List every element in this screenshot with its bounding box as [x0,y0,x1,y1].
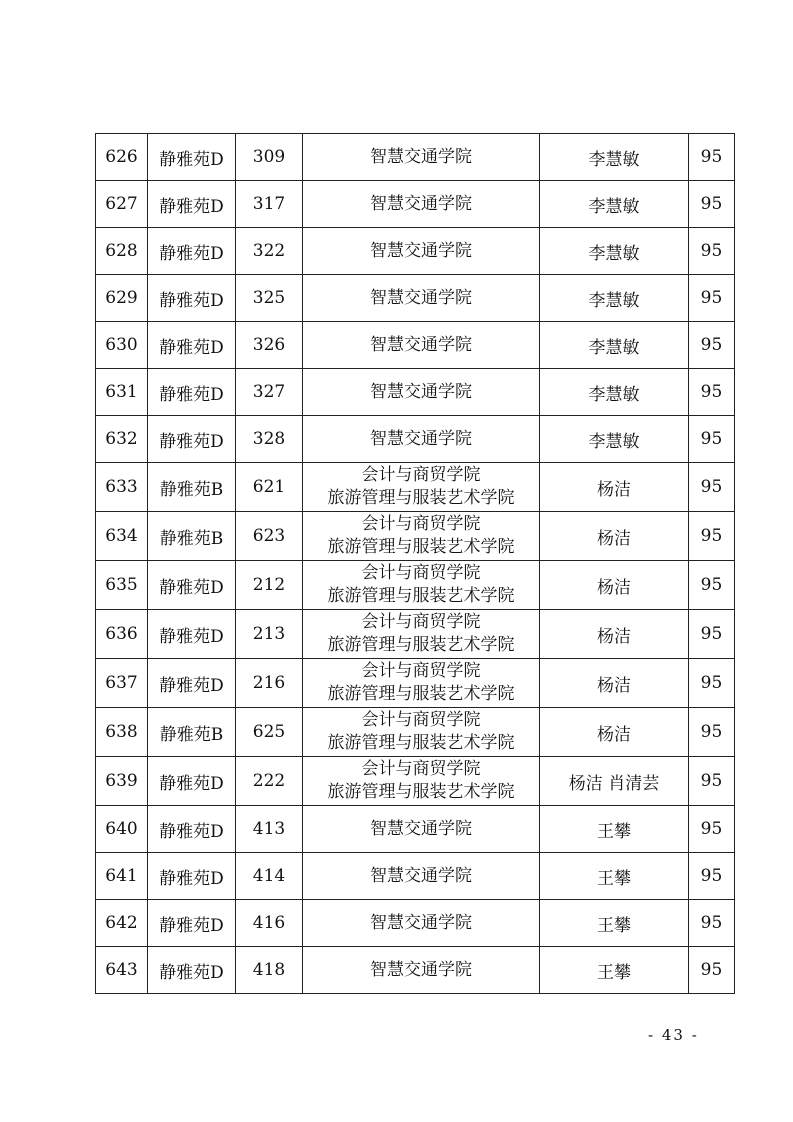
score-cell: 95 [689,659,735,708]
building-cell: 静雅苑B [148,708,236,757]
building-cell: 静雅苑D [148,134,236,181]
building-cell: 静雅苑D [148,659,236,708]
room-cell: 621 [236,463,303,512]
row-number-cell: 633 [96,463,148,512]
college-name-line: 旅游管理与服装艺术学院 [327,537,515,557]
dormitory-score-table [95,133,735,994]
college-name-line: 旅游管理与服装艺术学院 [327,733,515,753]
college-cell [303,463,540,512]
row-number-cell: 642 [96,900,148,947]
staff-cell: 王攀 [540,900,689,947]
score-cell: 95 [689,947,735,994]
college-cell [303,181,540,228]
staff-cell: 杨洁 [540,561,689,610]
building-cell: 静雅苑D [148,561,236,610]
table-row [96,275,735,322]
table-row [96,708,735,757]
college-cell [303,512,540,561]
score-cell: 95 [689,228,735,275]
table-body [96,134,735,994]
room-cell: 212 [236,561,303,610]
room-cell: 328 [236,416,303,463]
score-cell: 95 [689,708,735,757]
score-cell: 95 [689,900,735,947]
building-cell: 静雅苑D [148,228,236,275]
building-cell: 静雅苑D [148,369,236,416]
row-number-cell: 640 [96,806,148,853]
college-name-line: 会计与商贸学院 [361,563,481,583]
college-cell [303,369,540,416]
staff-cell: 李慧敏 [540,416,689,463]
college-name-line: 旅游管理与服装艺术学院 [327,684,515,704]
staff-cell: 杨洁 [540,463,689,512]
score-cell: 95 [689,416,735,463]
college-name-line: 智慧交通学院 [370,912,472,933]
score-cell: 95 [689,322,735,369]
building-cell: 静雅苑B [148,463,236,512]
building-cell: 静雅苑D [148,947,236,994]
row-number-cell: 629 [96,275,148,322]
college-name-line: 智慧交通学院 [370,381,472,402]
room-cell: 322 [236,228,303,275]
row-number-cell: 638 [96,708,148,757]
staff-cell: 李慧敏 [540,369,689,416]
score-cell: 95 [689,369,735,416]
room-cell: 213 [236,610,303,659]
staff-cell: 李慧敏 [540,181,689,228]
staff-cell: 李慧敏 [540,322,689,369]
college-name-line: 会计与商贸学院 [361,465,481,485]
staff-cell: 王攀 [540,947,689,994]
college-name-line: 会计与商贸学院 [361,661,481,681]
score-cell: 95 [689,757,735,806]
room-cell: 309 [236,134,303,181]
room-cell: 327 [236,369,303,416]
college-cell [303,561,540,610]
college-name-line: 旅游管理与服装艺术学院 [327,488,515,508]
building-cell: 静雅苑D [148,322,236,369]
college-name-line: 智慧交通学院 [370,146,472,167]
college-cell [303,900,540,947]
staff-cell: 王攀 [540,806,689,853]
college-name-line: 会计与商贸学院 [361,612,481,632]
row-number-cell: 634 [96,512,148,561]
row-number-cell: 628 [96,228,148,275]
college-cell [303,228,540,275]
college-cell [303,275,540,322]
row-number-cell: 631 [96,369,148,416]
score-cell: 95 [689,806,735,853]
college-cell [303,947,540,994]
room-cell: 623 [236,512,303,561]
score-cell: 95 [689,134,735,181]
row-number-cell: 639 [96,757,148,806]
building-cell: 静雅苑D [148,900,236,947]
table-row [96,900,735,947]
score-cell: 95 [689,181,735,228]
college-name-line: 智慧交通学院 [370,428,472,449]
room-cell: 325 [236,275,303,322]
table-row [96,322,735,369]
table-row [96,134,735,181]
table-row [96,369,735,416]
score-cell: 95 [689,512,735,561]
row-number-cell: 643 [96,947,148,994]
college-name-line: 智慧交通学院 [370,193,472,214]
table-row [96,947,735,994]
row-number-cell: 626 [96,134,148,181]
row-number-cell: 637 [96,659,148,708]
building-cell: 静雅苑B [148,512,236,561]
staff-cell: 王攀 [540,853,689,900]
college-cell [303,610,540,659]
room-cell: 317 [236,181,303,228]
table-row [96,561,735,610]
college-name-line: 旅游管理与服装艺术学院 [327,782,515,802]
staff-cell: 杨洁 [540,708,689,757]
table-row [96,512,735,561]
row-number-cell: 641 [96,853,148,900]
staff-cell: 李慧敏 [540,228,689,275]
staff-cell: 杨洁 [540,610,689,659]
building-cell: 静雅苑D [148,806,236,853]
college-name-line: 旅游管理与服装艺术学院 [327,635,515,655]
college-name-line: 智慧交通学院 [370,818,472,839]
table-row [96,610,735,659]
college-cell [303,853,540,900]
room-cell: 326 [236,322,303,369]
room-cell: 222 [236,757,303,806]
college-cell [303,806,540,853]
building-cell: 静雅苑D [148,610,236,659]
building-cell: 静雅苑D [148,757,236,806]
college-name-line: 智慧交通学院 [370,287,472,308]
row-number-cell: 632 [96,416,148,463]
table-row [96,853,735,900]
college-cell [303,659,540,708]
college-name-line: 会计与商贸学院 [361,710,481,730]
row-number-cell: 635 [96,561,148,610]
college-name-line: 会计与商贸学院 [361,514,481,534]
staff-cell: 杨洁 [540,659,689,708]
table-row [96,806,735,853]
table-row [96,416,735,463]
college-cell [303,322,540,369]
college-name-line: 智慧交通学院 [370,240,472,261]
college-cell [303,757,540,806]
room-cell: 414 [236,853,303,900]
row-number-cell: 627 [96,181,148,228]
room-cell: 216 [236,659,303,708]
building-cell: 静雅苑D [148,853,236,900]
table-row [96,181,735,228]
college-name-line: 智慧交通学院 [370,959,472,980]
room-cell: 413 [236,806,303,853]
room-cell: 418 [236,947,303,994]
college-name-line: 智慧交通学院 [370,865,472,886]
score-cell: 95 [689,275,735,322]
college-name-line: 会计与商贸学院 [361,759,481,779]
college-name-line: 智慧交通学院 [370,334,472,355]
room-cell: 625 [236,708,303,757]
college-cell [303,708,540,757]
staff-cell: 杨洁 肖清芸 [540,757,689,806]
table-row [96,757,735,806]
page-number: - 43 - [648,1026,699,1044]
row-number-cell: 636 [96,610,148,659]
staff-cell: 李慧敏 [540,275,689,322]
building-cell: 静雅苑D [148,416,236,463]
staff-cell: 杨洁 [540,512,689,561]
staff-cell: 李慧敏 [540,134,689,181]
building-cell: 静雅苑D [148,181,236,228]
score-cell: 95 [689,463,735,512]
college-cell [303,416,540,463]
table-row [96,463,735,512]
college-cell [303,134,540,181]
building-cell: 静雅苑D [148,275,236,322]
room-cell: 416 [236,900,303,947]
score-cell: 95 [689,853,735,900]
college-name-line: 旅游管理与服装艺术学院 [327,586,515,606]
score-cell: 95 [689,610,735,659]
table-row [96,659,735,708]
table-row [96,228,735,275]
score-cell: 95 [689,561,735,610]
row-number-cell: 630 [96,322,148,369]
